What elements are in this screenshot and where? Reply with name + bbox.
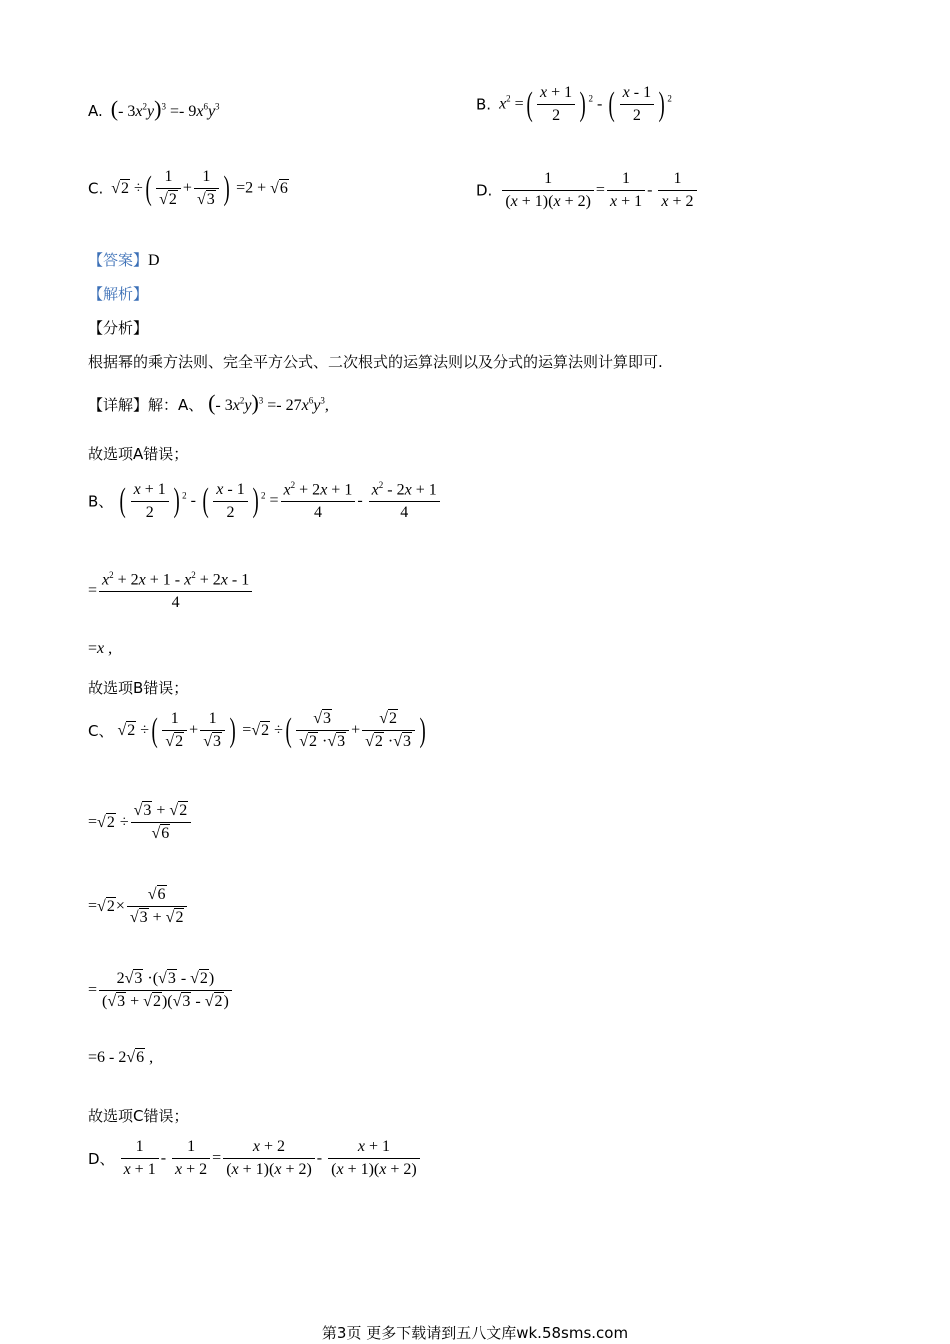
- option-c-expression: √2 ÷( $\frac{1}{√2}$ + $\frac{1}{√3}$ ) =2 + √6: [111, 168, 288, 208]
- option-d-expression: $\frac{1}{(x + 1)(x + 2)}$ = $\frac{1}{x + 1}$ - $\frac{1}{x + 2}$: [500, 181, 698, 198]
- detail-b-label: B、: [88, 492, 114, 511]
- answer-tag: 【答案】: [88, 251, 149, 269]
- detail-intro: 解：A、: [148, 396, 204, 414]
- detail-c-line-5: =6 - 2√6 ,: [88, 1049, 154, 1066]
- detail-d-label: D、: [88, 1150, 115, 1168]
- detail-a-line: [88, 390, 329, 416]
- option-b-label: B.: [476, 95, 492, 114]
- option-a: [88, 96, 220, 122]
- detail-c-label: C、: [88, 722, 114, 740]
- fenxi-tag: 【分析】: [88, 319, 149, 337]
- page-footer: 第3页 更多下载请到五八文库wk.58sms.com: [321, 1324, 629, 1342]
- detail-a-conclusion: 故选项A错误；: [88, 445, 189, 463]
- option-a-label: A.: [88, 102, 103, 120]
- answer-line: [88, 249, 160, 270]
- detail-b-conclusion: 故选项B错误；: [88, 679, 189, 697]
- detail-b-line-1: B、 ( $\frac{x + 1}{2}$ ) $^2$ - ( $\frac{x - 1}{2}$ ) $^2$ = $\frac{x^2 + 2x + 1}{4}$ - $\frac{x^2 - 2x + 1}{4}$: [88, 480, 442, 522]
- detail-d-line-1: D、 $\frac{1}{x + 1}$ - $\frac{1}{x + 2}$ = $\frac{x + 2}{(x + 1)(x + 2)}$ - $\frac{x + 1}{(x + 1)(x + 2)}$: [88, 1138, 422, 1179]
- detail-c-line-2: =√2 ÷ $\frac{√3 + √2}{√6}$: [88, 802, 193, 843]
- detail-c-line-3: =√2× $\frac{√6}{√3 + √2}$: [88, 886, 189, 927]
- detail-c-line-1: C、 √2 ÷( $\frac{1}{√2}$ + $\frac{1}{√3}$ ) =√2 ÷( $\frac{√3}{√2 \cdot√3}$ + $\frac{√2}{√2 \cdot√3}$ ): [88, 710, 426, 750]
- detail-c-conclusion: 故选项C错误；: [88, 1107, 189, 1125]
- detail-a-expression: (- $3x^2y)^3 =- 27x^6y^3$,: [208, 390, 329, 415]
- detail-c-line-4: = $\frac{2√3 \cdot(√3 - √2)}{(√3 + √2)(√3 - √2)}$: [88, 970, 234, 1011]
- option-b-expression: $x^2$ =( $\frac{x + 1}{2}$ ) $^2$ - ( $\frac{x - 1}{2}$ ) $^2$: [499, 84, 672, 124]
- fenxi-text: 根据幂的乘方法则、完全平方公式、二次根式的运算法则以及分式的运算法则计算即可.: [88, 353, 663, 371]
- option-c-label: C.: [88, 179, 104, 198]
- option-a-expression: (- $3x^2y)^3 =- 9x^6y^3$: [110, 96, 220, 121]
- analysis-tag: 【解析】: [88, 285, 149, 303]
- detail-b-line-2: = $\frac{x^2 + 2x + 1 - x^2 + 2x - 1}{4}$: [88, 570, 254, 612]
- option-d: [476, 170, 699, 211]
- option-d-label: D.: [476, 181, 493, 200]
- detail-tag: 【详解】: [88, 396, 149, 414]
- answer-value: D: [148, 252, 160, 269]
- option-c: [88, 168, 289, 209]
- option-b: [476, 84, 672, 125]
- detail-b-line-3: =x ,: [88, 640, 113, 657]
